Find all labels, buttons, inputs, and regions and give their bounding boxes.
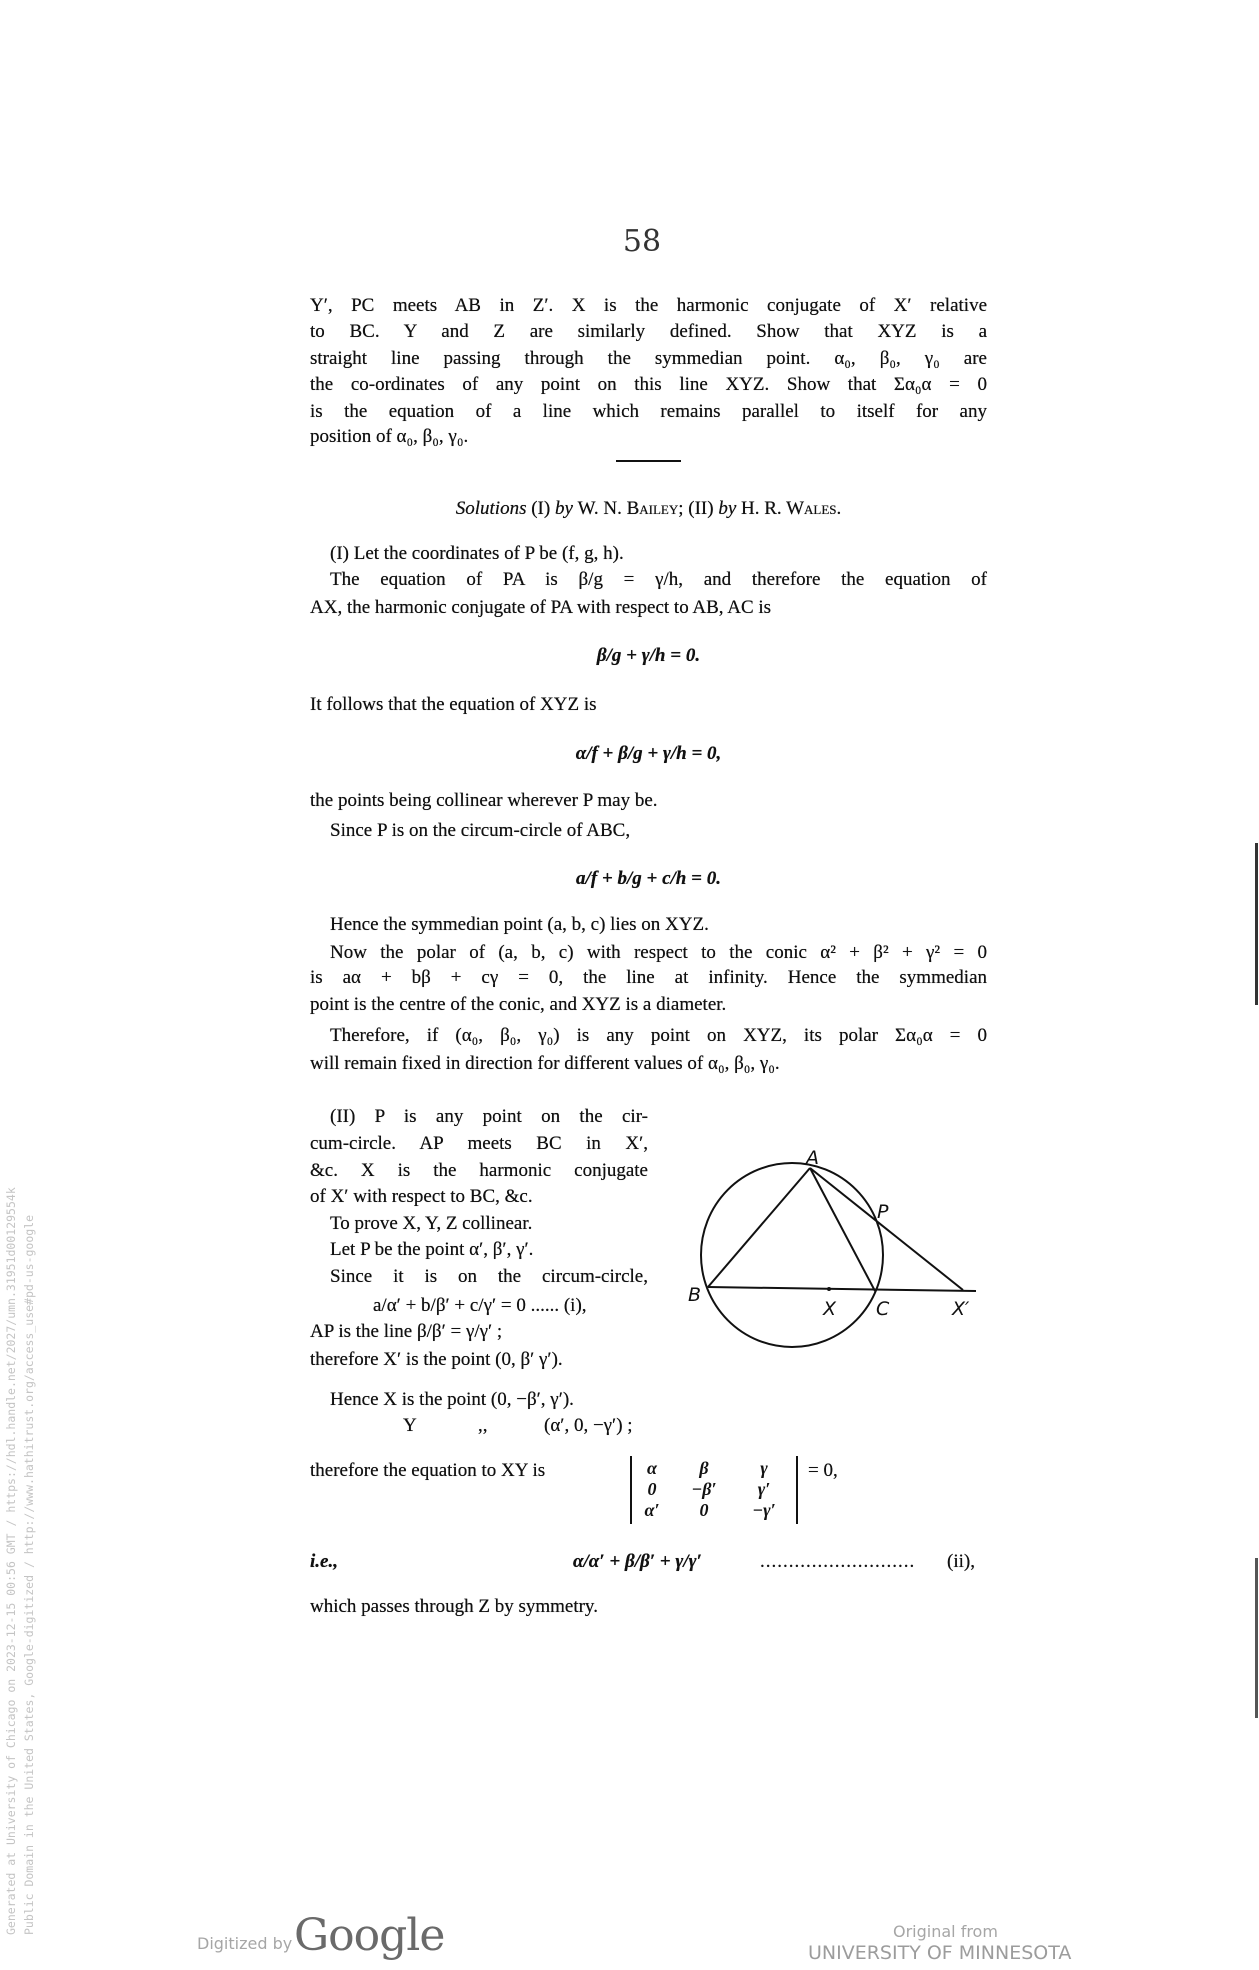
equation-1: β/g + γ/h = 0. <box>596 645 701 666</box>
solution2-line: To prove X, Y, Z collinear. <box>330 1213 533 1234</box>
x-point-line: Hence X is the point (0, −β′, γ′). <box>330 1389 574 1410</box>
page-number: 58 <box>622 224 662 259</box>
heading-part1: (I) <box>531 498 551 519</box>
heading-by2: by <box>718 498 737 519</box>
problem-line: to BC. Y and Z are similarly defined. Show that XYZ is a <box>310 321 987 342</box>
det-cell: 0 <box>647 1479 657 1499</box>
y-point: (α′, 0, −γ′) ; <box>544 1415 633 1436</box>
det-cell: −γ′ <box>752 1500 776 1520</box>
label-c: C <box>876 1298 890 1320</box>
solution2-line: Since it is on the circum-circle, <box>330 1266 648 1287</box>
equation-ii: α/α′ + β/β′ + γ/γ′ <box>573 1551 702 1572</box>
solution1-line: It follows that the equation of XYZ is <box>310 694 597 715</box>
label-x-prime: X′ <box>952 1298 970 1320</box>
equation-ii-leader: ........................... <box>760 1551 916 1572</box>
problem-line: straight line passing through the symmedian point. α₀, β₀, γ₀ are <box>310 348 987 369</box>
label-b: B <box>688 1284 702 1306</box>
problem-line: Y′, PC meets AB in Z′. X is the harmonic conjugate of X′ relative <box>310 295 987 316</box>
heading-part2: (II) <box>688 498 714 519</box>
ditto-mark: ,, <box>478 1415 488 1436</box>
watermark-generated: Generated at University of Chicago on 2023-12-15 00:56 GMT / https://hdl.handle.net/2027/umn.31951d00129554k <box>4 1187 18 1935</box>
heading-separator: ; <box>678 498 684 519</box>
solution2-line: AP is the line β/β′ = γ/γ′ ; <box>310 1321 503 1342</box>
heading-solutions: Solutions <box>455 498 527 519</box>
point-x-dot <box>827 1287 831 1291</box>
solution2-line: &c. X is the harmonic conjugate <box>310 1160 648 1181</box>
solution2-line: Let P be the point α′, β′, γ′. <box>330 1239 534 1260</box>
label-x: X <box>823 1298 837 1320</box>
solution1-line: The equation of PA is β/g = γ/h, and therefore the equation of <box>330 569 987 590</box>
solution1-line: Hence the symmedian point (a, b, c) lies on XYZ. <box>330 914 709 935</box>
det-cell: α′ <box>644 1500 660 1520</box>
line-bc-extended <box>708 1287 976 1291</box>
equation-2: α/f + β/g + γ/h = 0, <box>575 743 722 764</box>
side-ac <box>810 1168 875 1291</box>
solution1-line: will remain fixed in direction for different values of α₀, β₀, γ₀. <box>310 1053 780 1074</box>
solution1-line: Since P is on the circum-circle of ABC, <box>330 820 631 841</box>
heading-by1: by <box>554 498 573 519</box>
line-ax-prime <box>810 1168 963 1290</box>
scan-edge-mark <box>1255 1558 1258 1718</box>
det-cell: 0 <box>699 1500 709 1520</box>
watermark-public-domain: Public Domain in the United States, Google-digitized / http://www.hathitrust.org/access_use#pd-us-google <box>22 1214 36 1935</box>
solution1-line: point is the centre of the conic, and XYZ is a diameter. <box>310 994 727 1015</box>
heading-author2: H. R. Wales. <box>741 498 842 519</box>
det-cell: β <box>699 1458 709 1478</box>
solution2-line: therefore X′ is the point (0, β′ γ′). <box>310 1349 563 1370</box>
y-label: Y <box>403 1415 417 1436</box>
problem-line: the co-ordinates of any point on this line XYZ. Show that Σα₀α = 0 <box>310 374 987 395</box>
solution2-line: of X′ with respect to BC, &c. <box>310 1186 533 1207</box>
digitized-by-label: Digitized by <box>197 1934 293 1953</box>
label-a: A <box>806 1147 819 1169</box>
solution1-line: Therefore, if (α₀, β₀, γ₀) is any point on XYZ, its polar Σα₀α = 0 <box>330 1025 987 1046</box>
side-ab <box>708 1168 810 1287</box>
problem-line: position of α₀, β₀, γ₀. <box>310 426 469 447</box>
equation-i: a/α′ + b/β′ + c/γ′ = 0 ...... (i), <box>373 1295 587 1316</box>
institution-name: UNIVERSITY OF MINNESOTA <box>808 1942 1072 1964</box>
equation-3: a/f + b/g + c/h = 0. <box>576 868 721 889</box>
det-cell: −β′ <box>691 1479 717 1499</box>
label-p: P <box>877 1201 889 1223</box>
solution2-line: (II) P is any point on the cir- <box>330 1106 648 1127</box>
closing-line: which passes through Z by symmetry. <box>310 1596 598 1617</box>
solution2-line: cum-circle. AP meets BC in X′, <box>310 1133 648 1154</box>
original-from-label: Original from <box>893 1922 998 1941</box>
scan-edge-mark <box>1255 843 1258 1005</box>
solution1-line: Now the polar of (a, b, c) with respect to the conic α² + β² + γ² = 0 <box>330 942 987 963</box>
heading-author1: W. N. Bailey <box>577 498 679 519</box>
solution1-line: AX, the harmonic conjugate of PA with respect to AB, AC is <box>310 597 772 618</box>
det-cell: γ′ <box>757 1479 771 1499</box>
google-logo: Google <box>294 1910 445 1961</box>
ie-label: i.e., <box>310 1551 338 1572</box>
determinant-equals: = 0, <box>808 1460 838 1481</box>
problem-line: is the equation of a line which remains parallel to itself for any <box>310 401 987 422</box>
det-cell: α <box>647 1458 657 1478</box>
solution1-line: (I) Let the coordinates of P be (f, g, h). <box>330 543 624 564</box>
solution1-line: is aα + bβ + cγ = 0, the line at infinity. Hence the symmedian <box>310 967 987 988</box>
solution1-line: the points being collinear wherever P may be. <box>310 790 658 811</box>
determinant-intro: therefore the equation to XY is <box>310 1460 546 1481</box>
det-cell: γ <box>760 1458 768 1478</box>
equation-ii-tag: (ii), <box>947 1551 975 1572</box>
